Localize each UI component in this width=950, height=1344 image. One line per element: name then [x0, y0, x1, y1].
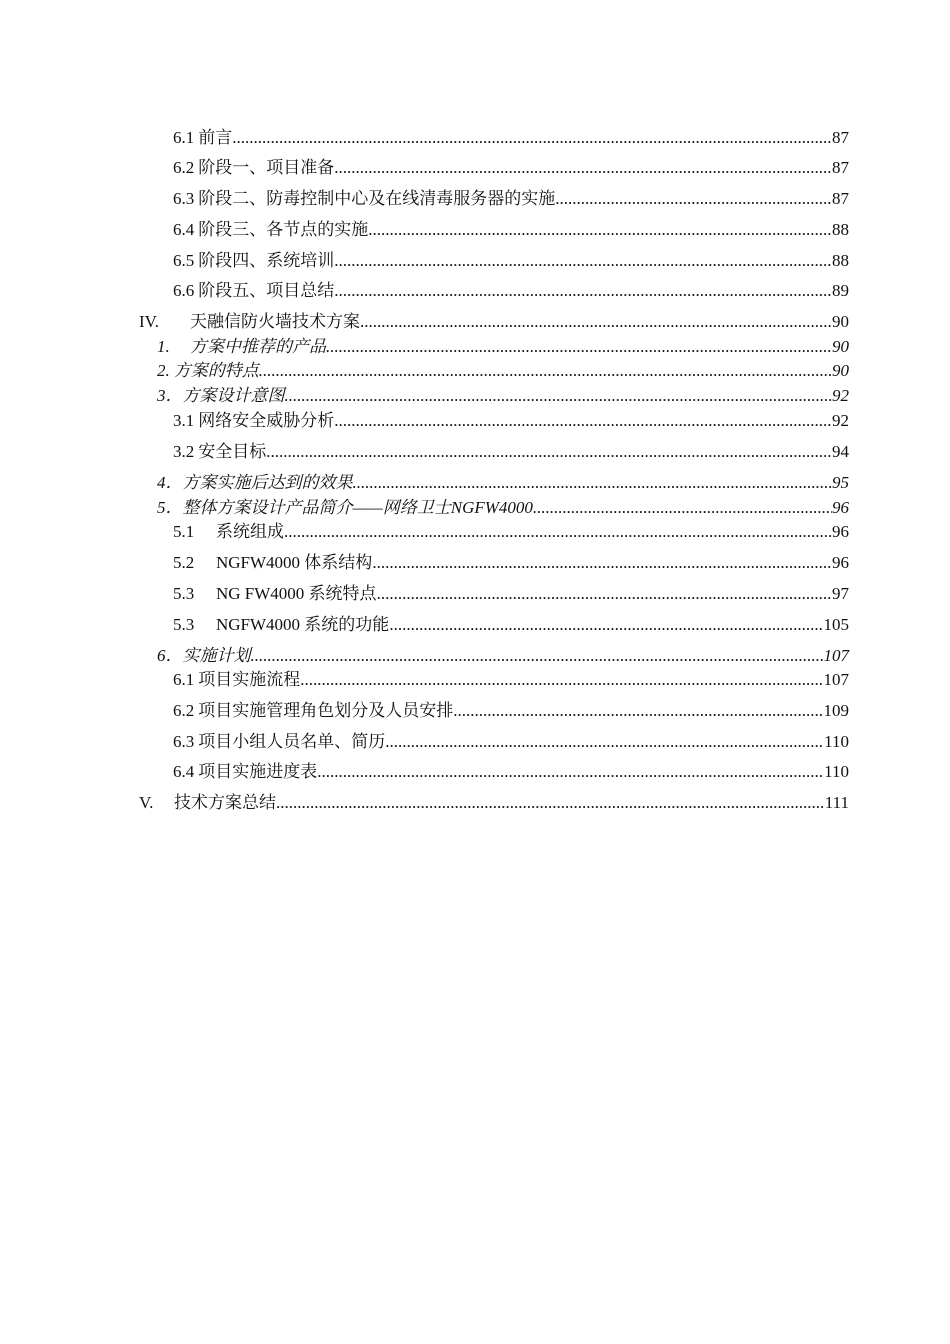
toc-entry	[173, 280, 849, 302]
toc-entry	[157, 645, 849, 667]
toc-entry-title: 整体方案设计产品简介——网络卫士NGFW4000	[182, 498, 533, 517]
toc-entry-page: 90	[832, 337, 849, 356]
toc-entry-number: 6.3	[173, 189, 195, 208]
toc-entry-number: 6.6	[173, 281, 195, 300]
toc-entry-number: 6.1	[173, 670, 195, 689]
toc-entry-number: 6．	[157, 646, 183, 665]
dot-leader	[453, 700, 823, 722]
toc-entry-title: 阶段五、项目总结	[198, 281, 335, 300]
toc-entry-title: 阶段一、项目准备	[198, 158, 335, 177]
dot-leader	[368, 219, 832, 241]
dot-leader	[555, 188, 832, 210]
dot-leader	[284, 521, 832, 543]
toc-entry-title: 方案中推荐的产品	[190, 337, 326, 356]
toc-entry-page: 88	[832, 251, 849, 270]
toc-entry-number: 3.2	[173, 442, 195, 461]
toc-entry	[157, 336, 849, 358]
toc-entry	[173, 614, 849, 636]
toc-entry-number: 5．	[157, 498, 183, 517]
toc-entry-number: 6.3	[173, 732, 195, 751]
toc-entry-title: 阶段二、防毒控制中心及在线清毒服务器的实施	[198, 189, 556, 208]
toc-entry-number: 2.	[157, 361, 170, 380]
toc-entry-number: 1.	[157, 337, 170, 356]
toc-entry	[173, 441, 849, 463]
toc-entry	[173, 219, 849, 241]
toc-entry-number: IV.	[139, 312, 159, 331]
toc-entry-title: 实施计划	[182, 646, 251, 665]
toc-entry-title: NGFW4000 体系结构	[216, 553, 373, 572]
toc-entry-page: 107	[823, 646, 849, 665]
toc-entry	[173, 157, 849, 179]
toc-entry	[139, 311, 849, 333]
dot-leader	[533, 497, 832, 519]
toc-entry-page: 95	[832, 473, 849, 492]
dot-leader	[251, 645, 824, 667]
dot-leader	[389, 614, 823, 636]
toc-entry-page: 97	[832, 584, 849, 603]
toc-entry	[173, 761, 849, 783]
dot-leader	[334, 410, 832, 432]
toc-entry-number: 5.3	[173, 615, 195, 634]
toc-entry	[173, 250, 849, 272]
toc-entry-title: 项目实施流程	[198, 670, 301, 689]
toc-entry-title: 项目小组人员名单、简历	[198, 732, 386, 751]
toc-entry-number: 6.2	[173, 701, 195, 720]
toc-entry-title: 阶段四、系统培训	[198, 251, 335, 270]
toc-entry-number: 6.1	[173, 128, 195, 147]
toc-entry	[173, 410, 849, 432]
toc-entry	[173, 583, 849, 605]
toc-entry	[173, 700, 849, 722]
toc-entry-page: 87	[832, 158, 849, 177]
toc-entry-page: 111	[824, 793, 849, 812]
toc-entry	[157, 360, 849, 382]
dot-leader	[334, 157, 832, 179]
toc-entry-page: 90	[832, 312, 849, 331]
toc-entry-page: 92	[832, 386, 849, 405]
toc-entry-number: 6.2	[173, 158, 195, 177]
toc-entry	[157, 385, 849, 407]
toc-entry	[173, 669, 849, 691]
toc-entry-title: 阶段三、各节点的实施	[198, 220, 369, 239]
dot-leader	[360, 311, 832, 333]
toc-entry-title: 方案的特点	[173, 361, 259, 380]
toc-entry	[173, 127, 849, 149]
toc-entry	[173, 552, 849, 574]
toc-entry-number: 4．	[157, 473, 183, 492]
dot-leader	[300, 669, 823, 691]
toc-entry	[173, 521, 849, 543]
dot-leader	[285, 385, 833, 407]
toc-entry-title: 系统组成	[216, 522, 284, 541]
dot-leader	[353, 472, 833, 494]
dot-leader	[334, 250, 832, 272]
toc-entry-page: 89	[832, 281, 849, 300]
toc-entry-page: 109	[823, 701, 849, 720]
toc-entry	[157, 497, 849, 519]
toc-entry-number: 5.1	[173, 522, 195, 541]
dot-leader	[317, 761, 824, 783]
toc-entry-title: 项目实施管理角色划分及人员安排	[198, 701, 454, 720]
toc-entry	[157, 472, 849, 494]
dot-leader	[232, 127, 832, 149]
toc-entry-number: 5.3	[173, 584, 195, 603]
toc-entry-title: 安全目标	[198, 442, 267, 461]
toc-entry-page: 96	[832, 522, 849, 541]
toc-entry-page: 87	[832, 189, 849, 208]
toc-entry-page: 110	[824, 732, 849, 751]
toc-entry	[139, 792, 849, 814]
toc-entry-page: 87	[832, 128, 849, 147]
toc-entry-title: 网络安全威胁分析	[198, 411, 335, 430]
toc-entry-page: 96	[832, 553, 849, 572]
toc-entry-title: 项目实施进度表	[198, 762, 318, 781]
toc-entry-page: 94	[832, 442, 849, 461]
toc-entry-title: NG FW4000 系统特点	[216, 584, 377, 603]
toc-entry	[173, 188, 849, 210]
toc-entry-number: 3．	[157, 386, 183, 405]
toc-entry-title: 前言	[198, 128, 233, 147]
toc-entry-page: 105	[823, 615, 849, 634]
toc-entry-title: 技术方案总结	[174, 793, 276, 812]
toc-entry-page: 88	[832, 220, 849, 239]
dot-leader	[377, 583, 832, 605]
dot-leader	[276, 792, 825, 814]
toc-entry-number: V.	[139, 793, 154, 812]
toc-entry-title: 方案设计意图	[182, 386, 285, 405]
toc-entry-number: 6.5	[173, 251, 195, 270]
dot-leader	[266, 441, 832, 463]
dot-leader	[259, 360, 832, 382]
toc-entry	[173, 731, 849, 753]
toc-entry-number: 6.4	[173, 762, 195, 781]
toc-entry-title: 天融信防火墙技术方案	[190, 312, 360, 331]
toc-entry-number: 3.1	[173, 411, 195, 430]
toc-entry-page: 90	[832, 361, 849, 380]
dot-leader	[372, 552, 832, 574]
toc-entry-number: 6.4	[173, 220, 195, 239]
dot-leader	[326, 336, 832, 358]
toc-entry-page: 110	[824, 762, 849, 781]
toc-entry-page: 92	[832, 411, 849, 430]
toc-entry-page: 96	[832, 498, 849, 517]
dot-leader	[385, 731, 824, 753]
toc-entry-title: 方案实施后达到的效果	[182, 473, 353, 492]
dot-leader	[334, 280, 832, 302]
toc-entry-number: 5.2	[173, 553, 195, 572]
toc-entry-page: 107	[823, 670, 849, 689]
toc-entry-title: NGFW4000 系统的功能	[216, 615, 390, 634]
